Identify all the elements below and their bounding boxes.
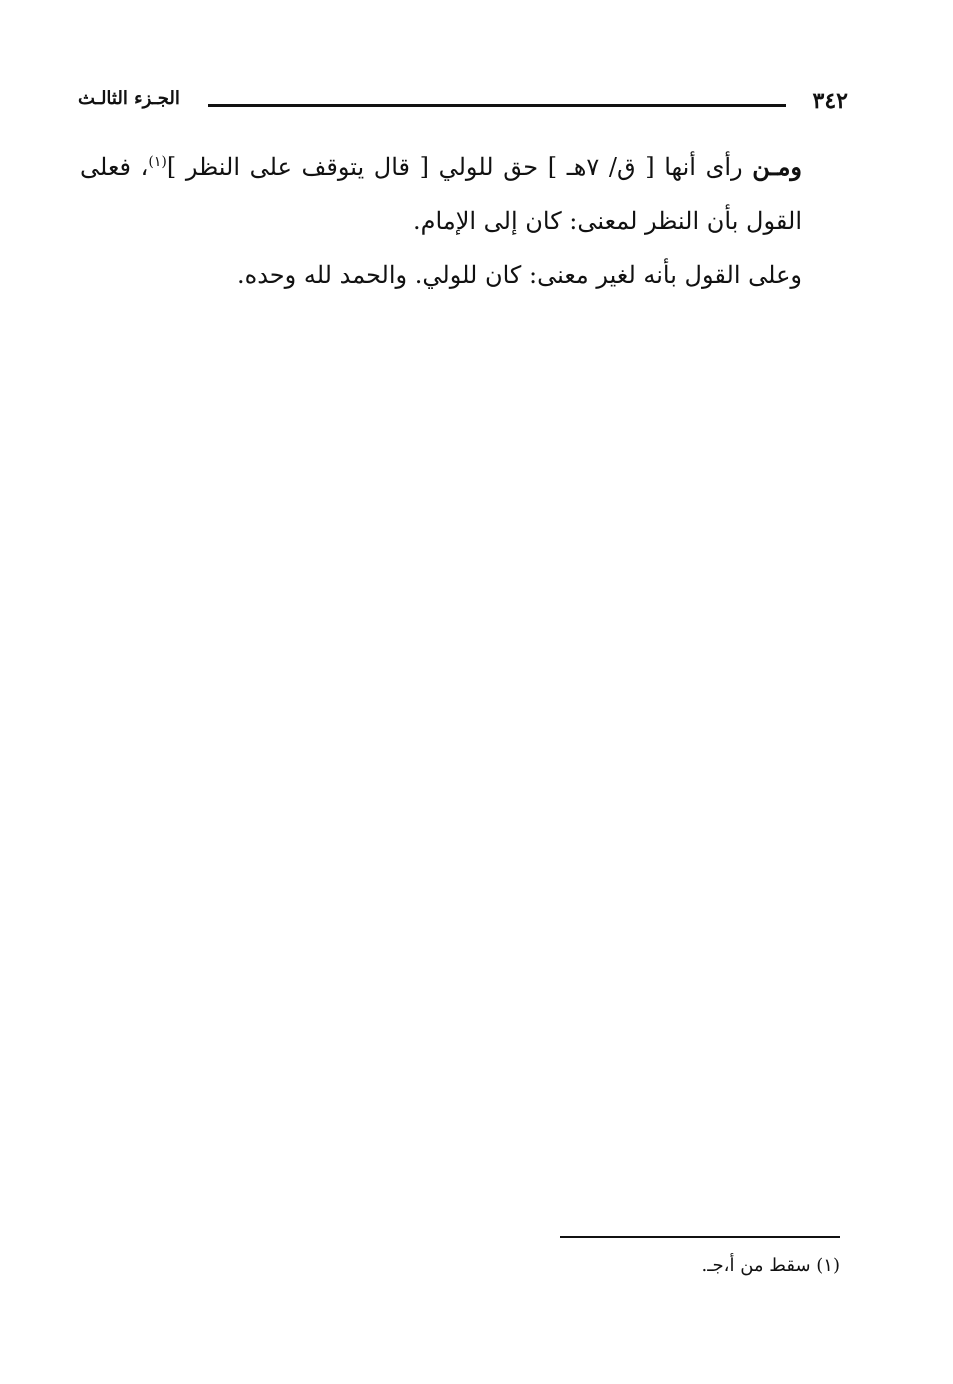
footnote-reference: (١) (148, 154, 167, 170)
header-rule (208, 104, 786, 107)
main-text (80, 140, 850, 302)
running-title: الجـزء الثالـث (78, 88, 180, 109)
page-header (78, 80, 848, 120)
lead-word: ومـن (752, 152, 803, 181)
paragraph-1-text: رأى أنها [ ق/ ٧هـ ] حق للولي [ قال يتوقف على النظر ] (166, 153, 753, 181)
page-number: ٣٤٢ (812, 88, 848, 114)
footnote-1: (١) سقط من أ،جـ. (701, 1255, 840, 1276)
footnote-rule (560, 1236, 840, 1238)
paragraph-1-text-continued: ، فعلى القول بأن النظر لمعنى: كان إلى الإمام. (80, 153, 802, 235)
paragraph-2: وعلى القول بأنه لغير معنى: كان للولي. والحمد لله وحده. (236, 261, 802, 289)
paragraph-1 (80, 140, 850, 248)
